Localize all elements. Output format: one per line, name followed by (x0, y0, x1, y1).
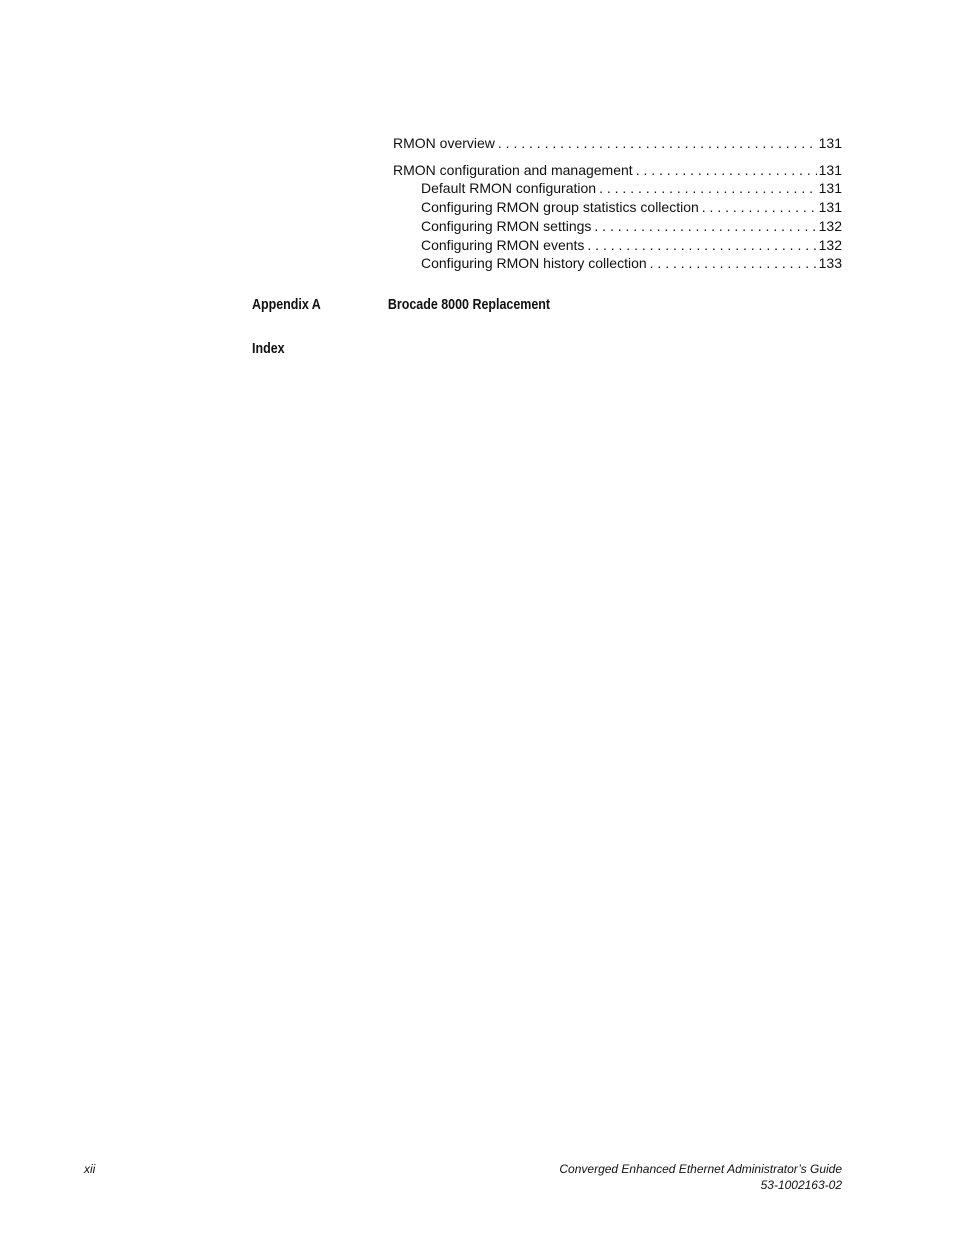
toc-subentry[interactable] (393, 179, 842, 198)
toc-subentry[interactable] (393, 254, 842, 273)
toc-leader-dots (587, 236, 816, 255)
toc-subentry[interactable] (393, 236, 842, 255)
toc-entry-page: 131 (818, 135, 842, 151)
toc-list (393, 134, 842, 273)
toc-entry-page: 131 (818, 180, 842, 197)
toc-entry-page: 133 (818, 255, 842, 272)
footer-page-number: xii (84, 1162, 96, 1176)
footer-doc-title: Converged Enhanced Ethernet Administrator’s Guide (559, 1162, 842, 1176)
toc-leader-dots (594, 217, 816, 236)
toc-entry-page: 132 (818, 217, 842, 234)
toc-leader-dots (636, 161, 817, 180)
toc-leader-dots (498, 134, 817, 153)
toc-leader-dots (702, 198, 817, 217)
footer-doc-info (559, 1162, 842, 1193)
toc-leader-dots (599, 179, 817, 198)
toc-entry-page: 131 (818, 199, 842, 216)
toc-entry-title: Configuring RMON settings (421, 217, 592, 234)
appendix-a-entry[interactable] (252, 297, 550, 313)
footer-doc-number: 53-1002163-02 (760, 1177, 842, 1192)
toc-entry-title: Default RMON configuration (421, 180, 597, 197)
index-heading[interactable]: Index (252, 341, 285, 357)
toc-entry[interactable] (393, 134, 842, 153)
toc-entry-title: Configuring RMON group statistics collection (421, 199, 699, 216)
toc-entry-title: Configuring RMON events (421, 236, 585, 253)
toc-entry-title: Configuring RMON history collection (421, 255, 647, 272)
toc-entry[interactable] (393, 161, 842, 180)
toc-entry-title: RMON configuration and management (393, 161, 633, 178)
appendix-title: Brocade 8000 Replacement (387, 297, 551, 313)
toc-leader-dots (650, 254, 817, 273)
toc-entry-page: 132 (818, 236, 842, 253)
toc-subentry[interactable] (393, 217, 842, 236)
toc-entry-title: RMON overview (393, 135, 495, 151)
toc-subentry[interactable] (393, 198, 842, 217)
appendix-label: Appendix A (252, 297, 321, 313)
toc-entry-page: 131 (818, 161, 842, 178)
